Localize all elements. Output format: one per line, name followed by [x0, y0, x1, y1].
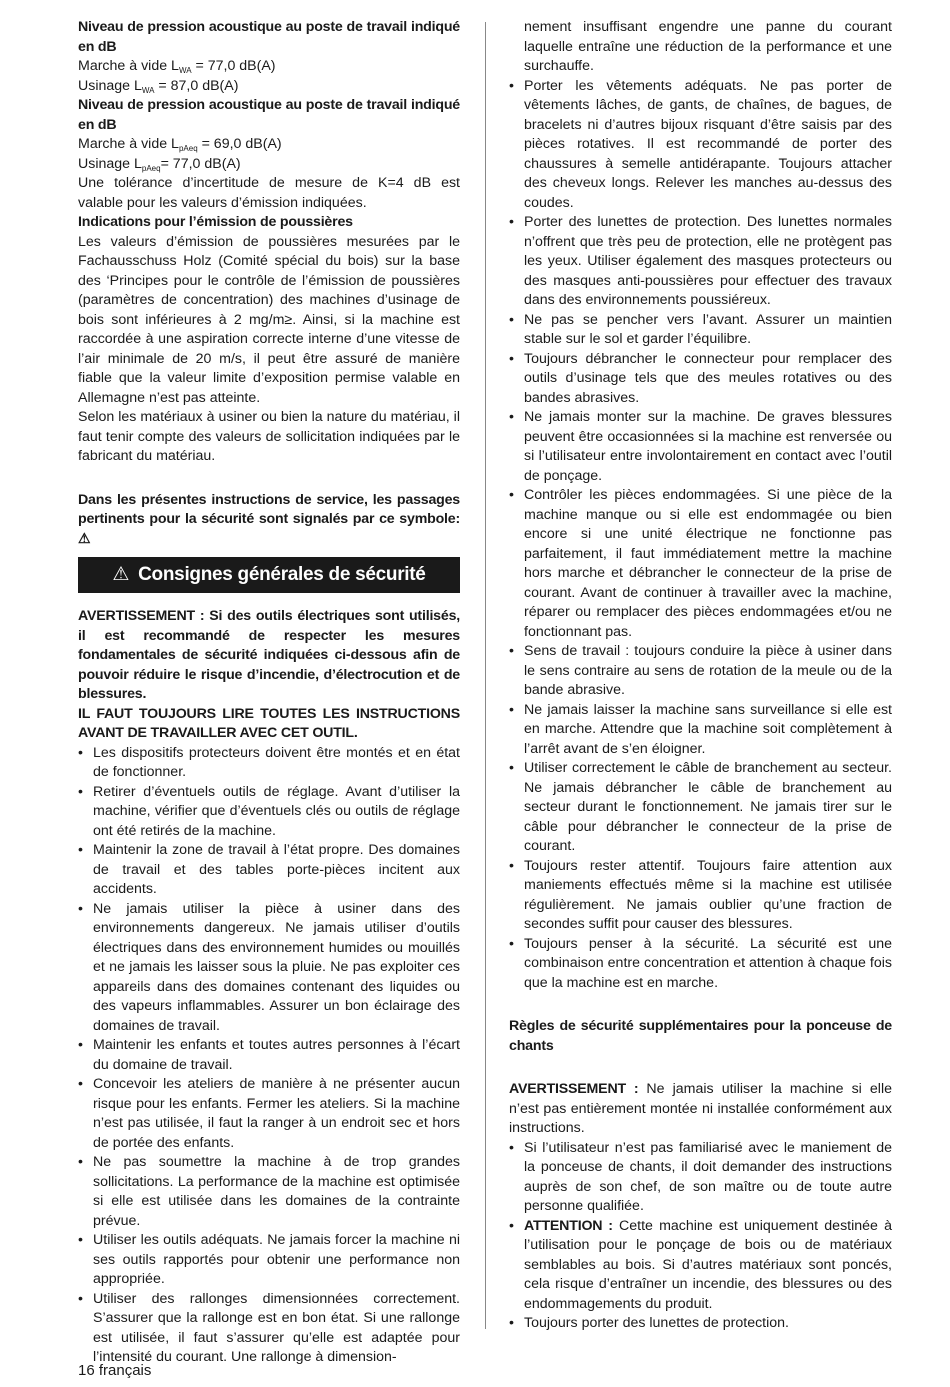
sound-power-idle: Marche à vide $L_{WA} = 77,0$ dB(A) — [78, 58, 276, 75]
tolerance-text: Une tolérance d’incertitude de mesure de K=4 dB est valable pour les valeurs d’émission indiquées. — [78, 175, 460, 211]
sound-pressure-heading: Niveau de pression acoustique au poste de travail indiqué en dB — [78, 97, 460, 133]
section-title: Consignes générales de sécurité — [138, 564, 426, 585]
left-bullet-list — [78, 744, 460, 1368]
column-divider — [485, 22, 486, 1329]
section-banner — [78, 557, 460, 593]
list-item: • Ne jamais laisser la machine sans surveillance si elle est en marche. Attendre que la machine soit complètement à l’arrêt avant de s’en éloigner. — [509, 701, 892, 760]
list-item: • Contrôler les pièces endommagées. Si une pièce de la machine manque ou si elle est endommagée ou bien encore si une unité électrique ne fonctionne pas parfaitement, il faut immédiatement mettre la machine hors marche et débrancher le connecteur de la prise de courant. Avant de continuer à travailler avec la machine, réparer ou remplacer des pièces endommagées et/ou ne fonctionnant pas. — [509, 486, 892, 642]
list-item: • Utiliser correctement le câble de branchement au secteur. Ne jamais débrancher le câble de branchement au secteur durant le fonctionnement. Ne jamais tirer sur le câble pour débrancher le connecteur de la prise de courant. — [509, 759, 892, 857]
list-item: • Concevoir les ateliers de manière à ne présenter aucun risque pour les enfants. Fermer les ateliers. Si la machine n’est pas utilisée, il faut la ranger à un endroit sec et hors de portée des enfants. — [78, 1075, 460, 1153]
list-item: • Ne pas soumettre la machine à de trop grandes sollicitations. La performance de la machine est optimisée si elle est utilisée dans les domaines de la contrainte prévue. — [78, 1153, 460, 1231]
warning-text: AVERTISSEMENT : Si des outils électriques sont utilisés, il est recommandé de respecter les mesures fondamentales de sécurité indiquées ci-dessous afin de pouvoir réduire le risque d’incendie, d’électrocution et de blessures. — [78, 608, 460, 702]
symbol-note: Dans les présentes instructions de service, les passages pertinents pour la sécurité sont signalés par ce symbole: ⚠ — [78, 491, 460, 547]
sound-pressure-work: Usinage $L_{pAeq}= 77,0$ dB(A) — [78, 155, 241, 173]
list-item: • Ne jamais monter sur la machine. De graves blessures peuvent être occasionnées si la machine est renversée ou si l’utilisateur entre involontairement en contact avec l’outil de ponçage. — [509, 408, 892, 486]
sound-power-heading: Niveau de pression acoustique au poste de travail indiqué en dB — [78, 19, 460, 55]
list-item: • Si l’utilisateur n’est pas familiarisé avec le maniement de la ponceuse de chants, il doit demander des instructions auprès de son chef, de son maître ou de toute autre personne qualifiée. — [509, 1139, 892, 1217]
list-item: • Ne pas se pencher vers l’avant. Assurer un maintien stable sur le sol et garder l’équilibre. — [509, 311, 892, 350]
continuation-text: nement insuffisant engendre une panne du courant laquelle entraîne une réduction de la performance et une surchauffe. — [524, 19, 892, 74]
list-item: • Maintenir les enfants et toutes autres personnes à l’écart du domaine de travail. — [78, 1036, 460, 1075]
extra-rules-heading: Règles de sécurité supplémentaires pour la ponceuse de chants — [509, 1018, 892, 1054]
right-bullet-list — [509, 77, 892, 994]
list-item: • Les dispositifs protecteurs doivent être montés et en état de fonctionner. — [78, 744, 460, 783]
extra-warning: AVERTISSEMENT : Ne jamais utiliser la machine si elle n’est pas entièrement montée ni installée conformément aux instructions. — [509, 1081, 892, 1136]
dust-text: Les valeurs d’émission de poussières mesurées par le Fachausschuss Holz (Comité spécial du bois) sur la base des ‘Principes pour le contrôle de l’émission de poussières (paramètres de concentration) des machines d’usinage de bois sont inférieures à 2 mg/m≥. Ainsi, si la machine est raccordée à une aspiration correcte interne d’une vitesse de l’air minimale de 20 m/s, il peut être assuré de manière fiable que la valeur limite d’exposition permise valable en Allemagne n’est pas atteinte. — [78, 233, 460, 406]
list-item: • Toujours penser à la sécurité. La sécurité est une combinaison entre concentration et attention à chaque fois que la machine est en marche. — [509, 935, 892, 994]
read-all-text: IL FAUT TOUJOURS LIRE TOUTES LES INSTRUCTIONS AVANT DE TRAVAILLER AVEC CET OUTIL. — [78, 705, 460, 741]
sound-pressure-idle: Marche à vide $L_{pAeq} = 69,0$ dB(A) — [78, 136, 282, 153]
list-item: • Toujours débrancher le connecteur pour remplacer des outils d’usinage tels que des meules rotatives ou des bandes abrasives. — [509, 350, 892, 409]
materials-text: Selon les matériaux à usiner ou bien la nature du matériau, il faut tenir compte des valeurs de sollicitation indiquées par le fabricant du matériau. — [78, 409, 460, 464]
list-item: • Ne jamais utiliser la pièce à usiner dans des environnements dangereux. Ne jamais utiliser d’outils électriques dans des environnement humides ou mouillés et ne jamais les laisser sous la pluie. Ne pas exploiter ces appareils dans des domaines contenant des liquides ou des vapeurs inflammables. Assurer un bon éclairage des domaines de travail. — [78, 900, 460, 1037]
list-item: • Porter des lunettes de protection. Des lunettes normales n’offrent que très peu de protection, elle ne protègent pas les yeux. Utiliser également des masques protecteurs ou des masques anti-poussières pour effectuer des travaux dans des environnements poussiéreux. — [509, 213, 892, 311]
list-item: • Utiliser des rallonges dimensionnées correctement. S’assurer que la rallonge est en bon état. Si une rallonge est utilisée, il faut s’assurer qu’elle est adaptée pour l’intensité du courant. Une rallonge à dimension- — [78, 1290, 460, 1368]
dust-heading: Indications pour l’émission de poussières — [78, 214, 353, 230]
extra-bullet-list — [509, 1139, 892, 1334]
list-item: • Porter les vêtements adéquats. Ne pas porter de vêtements lâches, de gants, de chaînes, de bagues, de bracelets ni d’autres bijoux risquant d’être saisis par des pièces rotatives. Il est recommandé de porter des chaussures à semelle antidérapante. Toujours attacher des cheveux longs. Relever les manches au-dessus des coudes. — [509, 77, 892, 214]
sound-power-work: Usinage $L_{WA} = 87,0$ dB(A) — [78, 77, 239, 95]
list-item: • Utiliser les outils adéquats. Ne jamais forcer la machine ni ses outils rapportés pour obtenir une performance non appropriée. — [78, 1231, 460, 1290]
list-item: • ATTENTION : Cette machine est uniquement destinée à l’utilisation pour le ponçage de bois ou de matériaux semblables au bois. Si d’autres matériaux sont poncés, cela risque d’entraîner un incendie, des blessures ou des endommagements du produit. — [509, 1217, 892, 1315]
left-column — [78, 18, 460, 1368]
list-item: • Maintenir la zone de travail à l’état propre. Des domaines de travail et des tables porte-pièces incitent aux accidents. — [78, 841, 460, 900]
list-item: • Toujours rester attentif. Toujours faire attention aux maniements effectués même si la machine est utilisée régulièrement. Ne jamais oublier qu’une fraction de secondes suffit pour causer des blessures. — [509, 857, 892, 935]
list-item: • Toujours porter des lunettes de protection. — [509, 1314, 892, 1334]
warning-triangle-icon: ⚠ — [112, 564, 130, 585]
list-item: • Retirer d’éventuels outils de réglage. Avant d’utiliser la machine, vérifier que d’éventuels clés ou outils de réglage ont été retirés de la machine. — [78, 783, 460, 842]
right-column — [509, 18, 892, 1334]
list-item: • Sens de travail : toujours conduire la pièce à usiner dans le sens contraire au sens de rotation de la meule ou de la bande abrasive. — [509, 642, 892, 701]
page-footer: 16 français — [78, 1362, 152, 1379]
